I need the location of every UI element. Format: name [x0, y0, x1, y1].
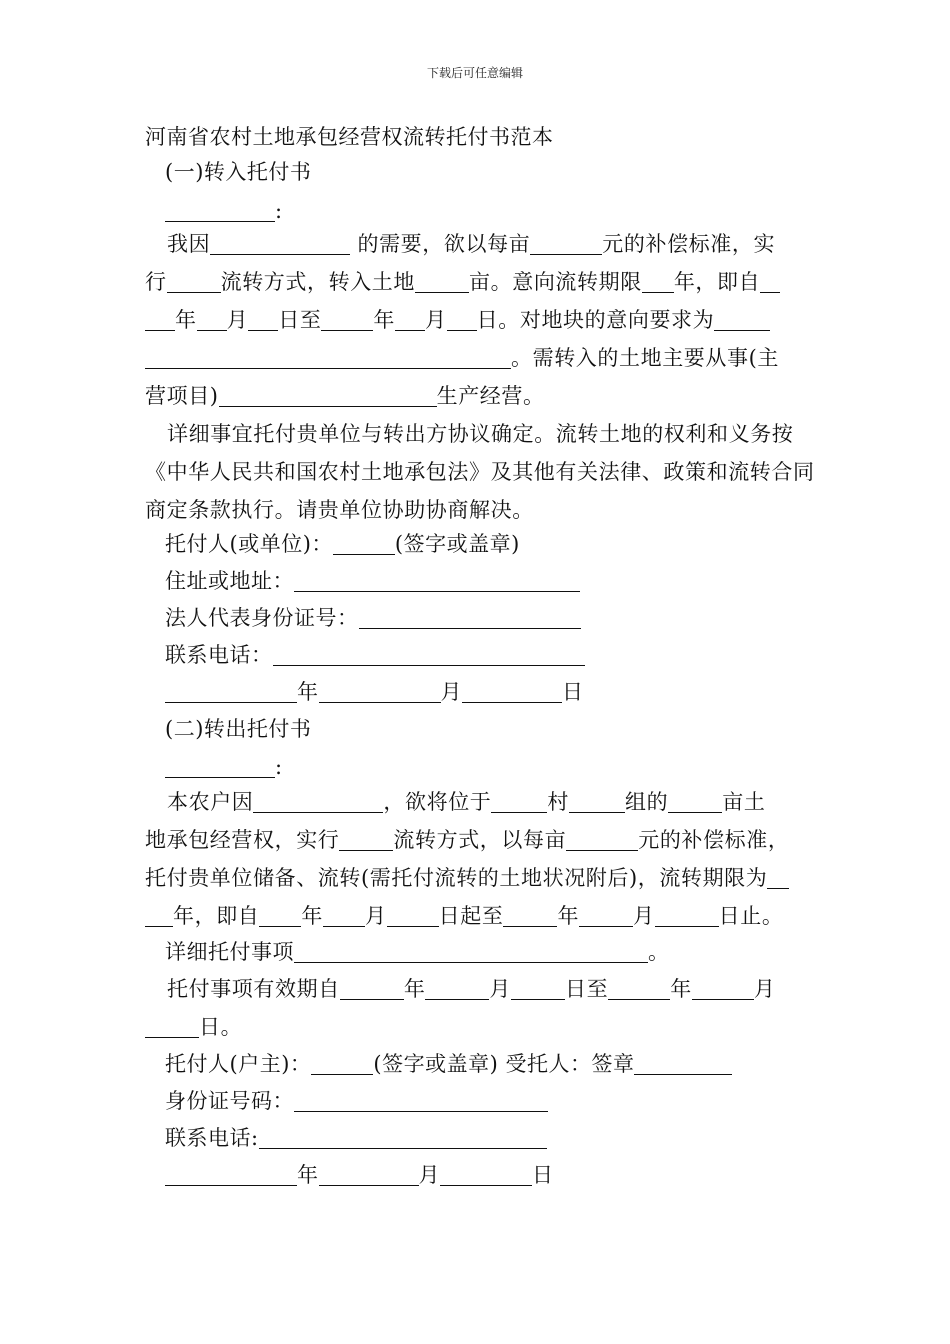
text-span: 的需要，欲以每亩: [350, 232, 531, 256]
text-span: 托付人(或单位)：: [165, 532, 333, 556]
text-span: 生产经营。: [436, 384, 545, 408]
text-span: ，欲将位于: [383, 790, 492, 814]
text-span: 年，即自: [173, 904, 260, 928]
text-span: 日止。: [718, 904, 784, 928]
text-span: 组的: [625, 790, 669, 814]
blank-field: [714, 308, 770, 331]
blank-field: [642, 270, 674, 293]
blank-field: [415, 270, 469, 293]
blank-field: [579, 904, 633, 927]
text-span: 日: [562, 680, 584, 704]
blank-field: [311, 1052, 373, 1075]
blank-field: [511, 977, 565, 1000]
text-span: 住址或地址：: [165, 569, 294, 593]
part1-details-paragraph: 详细事宜托付贵单位与转出方协议确定。流转土地的权利和义务按《中华人民共和国农村土地承包法》及其他有关法律、政策和流转合同商定条款执行。请贵单位协助协商解决。: [145, 422, 815, 522]
part2-heading: (二)转出托付书: [165, 717, 312, 741]
blank-field: [608, 977, 670, 1000]
blank-field: [447, 308, 477, 331]
part1-heading: (一)转入托付书: [165, 160, 312, 184]
blank-field: [339, 828, 393, 851]
part2-request-paragraph: [145, 783, 825, 935]
text-span: 日: [532, 1163, 554, 1187]
text-span: 月: [489, 977, 512, 1001]
text-span: 年: [670, 977, 692, 1001]
text-span: 日。: [199, 1015, 243, 1039]
text-span: 本农户因: [167, 790, 254, 814]
blank-field: [760, 270, 780, 293]
blank-field: [294, 940, 648, 963]
text-span: 月: [418, 1163, 440, 1187]
text-span: 流转方式，转入土地: [220, 270, 416, 294]
blank-field: [165, 1163, 297, 1186]
text-span: 月: [440, 680, 462, 704]
blank-field: [462, 680, 562, 703]
text-span: (签字或盖章) 受托人：签章: [373, 1052, 635, 1076]
blank-field: [145, 904, 173, 927]
blank-field: [359, 606, 581, 629]
text-span: 。需转入的土地主要从事(主: [511, 346, 779, 370]
blank-field: [294, 1089, 548, 1112]
blank-field: [319, 680, 441, 703]
text-span: 。: [648, 940, 670, 964]
text-span: 元的补偿标准，实: [602, 232, 776, 256]
text-span: 托付人(户主)：: [165, 1052, 312, 1076]
blank-field: [530, 232, 602, 255]
blank-field: [165, 755, 275, 778]
text-span: 日起至: [438, 904, 504, 928]
blank-field: [491, 790, 547, 813]
blank-field: [569, 790, 625, 813]
text-span: 托付贵单位储备、流转(需托付流转的土地状况附后)，流转期限为: [145, 866, 768, 890]
text-span: 亩。意向流转期限: [469, 270, 642, 294]
text-span: 日至: [565, 977, 609, 1001]
text-span: 托付事项有效期自: [167, 977, 340, 1001]
part2-principal-line: [165, 1046, 845, 1083]
blank-field: [692, 977, 754, 1000]
blank-field: [767, 866, 789, 889]
blank-field: [395, 308, 425, 331]
blank-field: [197, 308, 227, 331]
blank-field: [440, 1163, 532, 1186]
part2-validity-paragraph: [145, 970, 825, 1046]
colon-text: :: [275, 755, 283, 779]
blank-field: [167, 270, 221, 293]
text-span: 日至: [278, 308, 322, 332]
text-span: 年: [297, 680, 319, 704]
text-span: 年: [301, 904, 324, 928]
text-span: 亩土: [722, 790, 766, 814]
blank-field: [259, 1126, 547, 1149]
blank-field: [634, 1052, 732, 1075]
text-span: 年: [373, 308, 396, 332]
text-span: 月: [753, 977, 776, 1001]
text-span: 元的补偿标准，: [638, 828, 790, 852]
blank-field: [253, 790, 383, 813]
part1-request-paragraph: [145, 225, 825, 415]
blank-field: [321, 308, 373, 331]
part2-date-line: [165, 1157, 845, 1194]
blank-field: [340, 977, 404, 1000]
blank-field: [566, 828, 638, 851]
text-span: 年: [403, 977, 426, 1001]
part1-id-line: [165, 600, 845, 637]
text-span: 流转方式，以每亩: [393, 828, 567, 852]
text-span: 地承包经营权，实行: [145, 828, 340, 852]
blank-field: [319, 1163, 419, 1186]
part1-principal-line: [165, 526, 845, 563]
text-span: 联系电话:: [165, 1126, 259, 1150]
blank-field: [387, 904, 439, 927]
blank-field: [145, 308, 175, 331]
blank-field: [145, 346, 511, 369]
blank-field: [219, 384, 437, 407]
part2-phone-line: [165, 1120, 845, 1157]
text-span: 年: [175, 308, 197, 332]
blank-field: [655, 904, 719, 927]
text-span: 联系电话：: [165, 643, 273, 667]
text-span: 年: [557, 904, 580, 928]
blank-field: [333, 532, 395, 555]
text-span: 月: [226, 308, 249, 332]
blank-field: [248, 308, 278, 331]
text-span: 月: [365, 904, 387, 928]
blank-field: [273, 643, 585, 666]
blank-field: [425, 977, 489, 1000]
part2-id-line: [165, 1083, 845, 1120]
text-span: 详细托付事项: [165, 940, 294, 964]
blank-field: [294, 569, 580, 592]
part1-address-line: [165, 563, 845, 600]
part2-addressee-line: [165, 749, 845, 786]
blank-field: [668, 790, 722, 813]
text-span: 法人代表身份证号：: [165, 606, 359, 630]
text-span: 行: [145, 270, 167, 294]
text-span: 我因: [167, 232, 211, 256]
text-span: 村: [547, 790, 570, 814]
page-header: 下载后可任意编辑: [426, 66, 523, 80]
text-span: 身份证号码：: [165, 1089, 294, 1113]
colon-text: :: [275, 199, 283, 223]
text-span: 年，即自: [673, 270, 761, 294]
blank-field: [165, 199, 275, 222]
text-span: (签字或盖章): [394, 532, 520, 556]
text-span: 年: [297, 1163, 319, 1187]
part1-date-line: [165, 674, 845, 711]
blank-field: [323, 904, 365, 927]
text-span: 月: [633, 904, 655, 928]
blank-field: [259, 904, 301, 927]
document-title: 河南省农村土地承包经营权流转托付书范本: [145, 125, 554, 149]
part1-phone-line: [165, 637, 845, 674]
blank-field: [503, 904, 557, 927]
blank-field: [210, 232, 350, 255]
part2-matters-line: [165, 934, 845, 971]
text-span: 营项目): [145, 384, 219, 408]
blank-field: [165, 680, 297, 703]
text-span: 月: [425, 308, 447, 332]
text-span: 日。对地块的意向要求为: [476, 308, 715, 332]
blank-field: [145, 1015, 199, 1038]
